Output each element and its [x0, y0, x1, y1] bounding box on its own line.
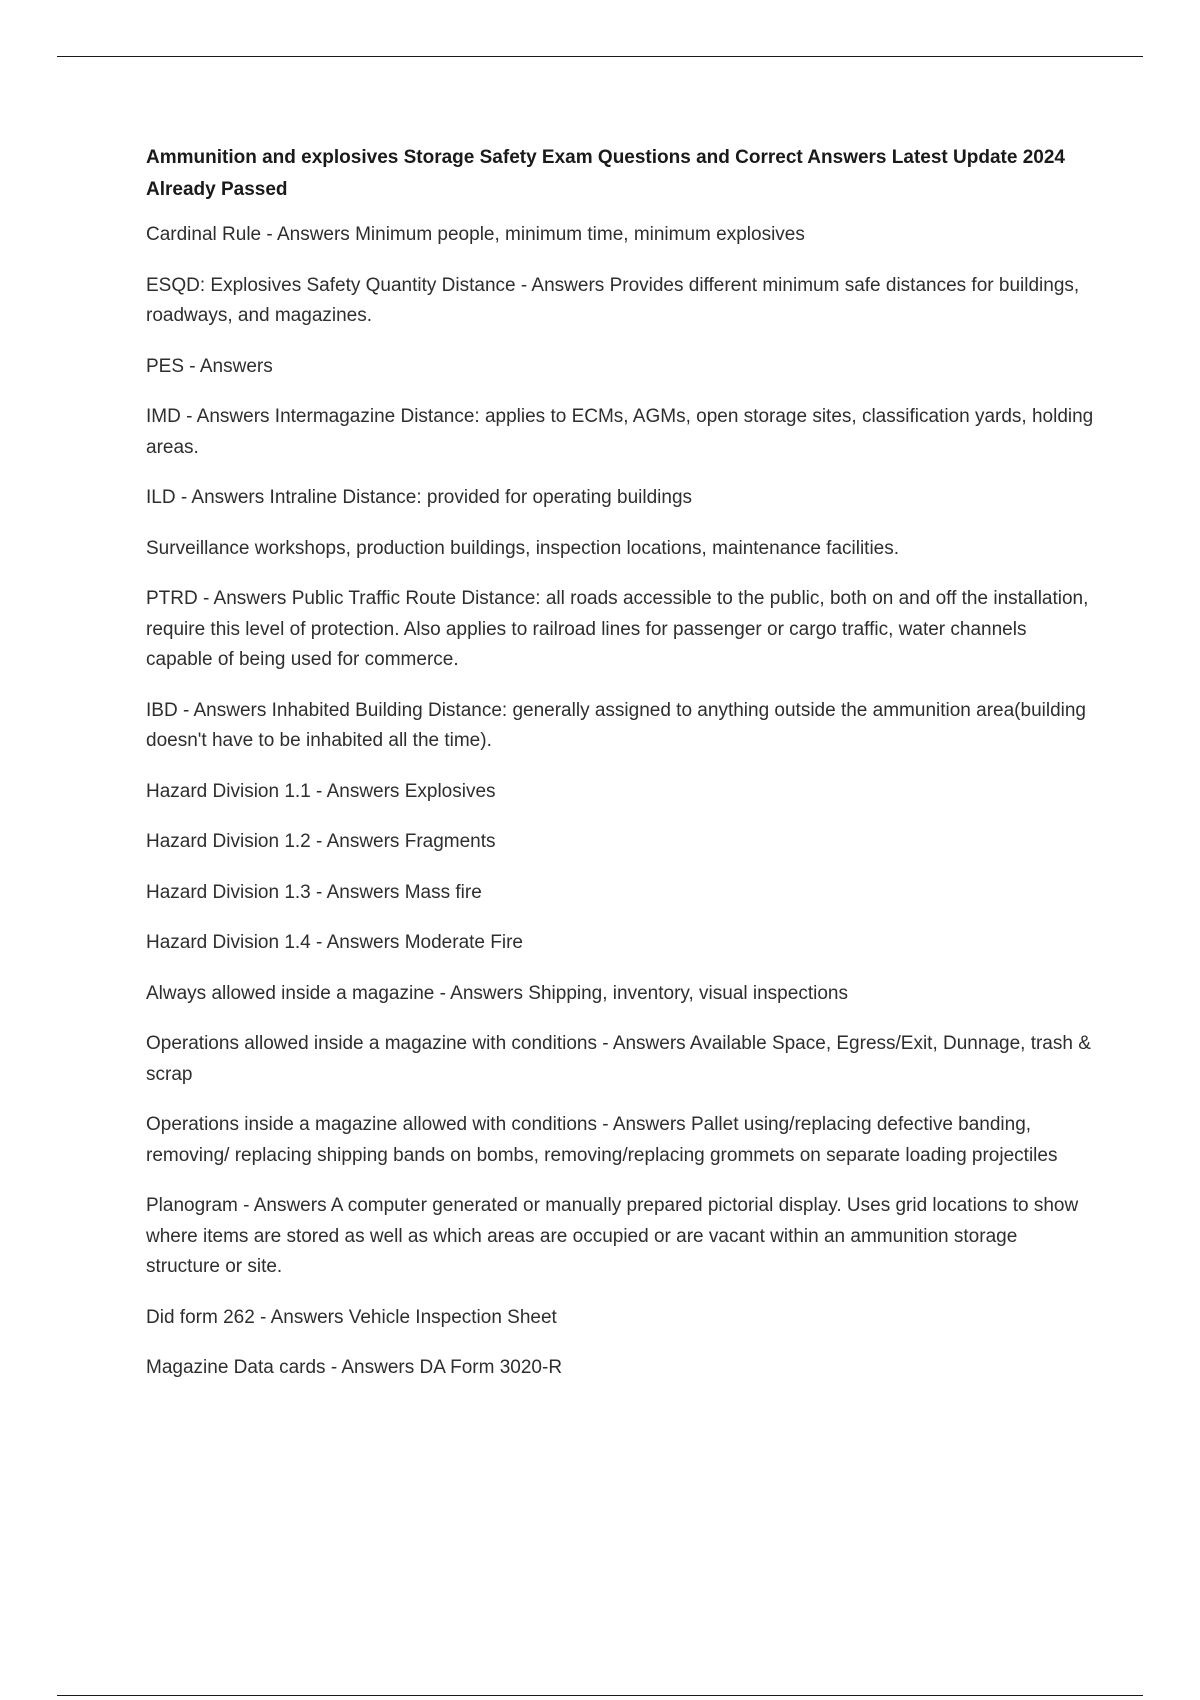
qa-list [146, 220, 1096, 1384]
qa-item: Hazard Division 1.4 - Answers Moderate Fire [146, 932, 523, 953]
header-rule [57, 56, 1143, 57]
qa-item: Planogram - Answers A computer generated or manually prepared pictorial display. Uses grid locations to show where items are stored as well as which areas are occupied or are vacant within an ammunition storage structure or site. [146, 1195, 1079, 1277]
qa-item: Magazine Data cards - Answers DA Form 3020-R [146, 1357, 563, 1378]
footer-rule [57, 1695, 1143, 1696]
qa-item: IMD - Answers Intermagazine Distance: applies to ECMs, AGMs, open storage sites, classification yards, holding areas. [146, 406, 1094, 458]
qa-item: Operations allowed inside a magazine with conditions - Answers Available Space, Egress/Exit, Dunnage, trash & scrap [146, 1033, 1091, 1085]
qa-item: PES - Answers [146, 355, 273, 377]
qa-item: Hazard Division 1.3 - Answers Mass fire [146, 881, 482, 903]
qa-item: Did form 262 - Answers Vehicle Inspection Sheet [146, 1306, 557, 1328]
qa-item: Always allowed inside a magazine - Answers Shipping, inventory, visual inspections [146, 982, 848, 1004]
qa-item: ESQD: Explosives Safety Quantity Distance - Answers Provides different minimum safe distances for buildings, roadways, and magazines. [146, 274, 1080, 326]
qa-item: Operations inside a magazine allowed with conditions - Answers Pallet using/replacing defective banding, removing/ replacing shipping bands on bombs, removing/replacing grommets on separate loading projectiles [146, 1114, 1058, 1166]
qa-item: Hazard Division 1.2 - Answers Fragments [146, 831, 496, 852]
qa-item: Hazard Division 1.1 - Answers Explosives [146, 780, 496, 802]
qa-item: ILD - Answers Intraline Distance: provided for operating buildings [146, 487, 693, 508]
document-title: Ammunition and explosives Storage Safety Exam Questions and Correct Answers Latest Update 2024 Already Passed [146, 147, 1065, 200]
qa-item: Surveillance workshops, production buildings, inspection locations, maintenance facilities. [146, 537, 900, 559]
qa-item: Cardinal Rule - Answers Minimum people, minimum time, minimum explosives [146, 224, 805, 245]
qa-item: IBD - Answers Inhabited Building Distance: generally assigned to anything outside the ammunition area(building doesn't have to be inhabited all the time). [146, 699, 1086, 751]
qa-item: PTRD - Answers Public Traffic Route Distance: all roads accessible to the public, both on and off the installation, require this level of protection. Also applies to railroad lines for passenger or cargo traffic, water channels capable of being used for commerce. [146, 588, 1089, 670]
document-body [146, 142, 1096, 1404]
